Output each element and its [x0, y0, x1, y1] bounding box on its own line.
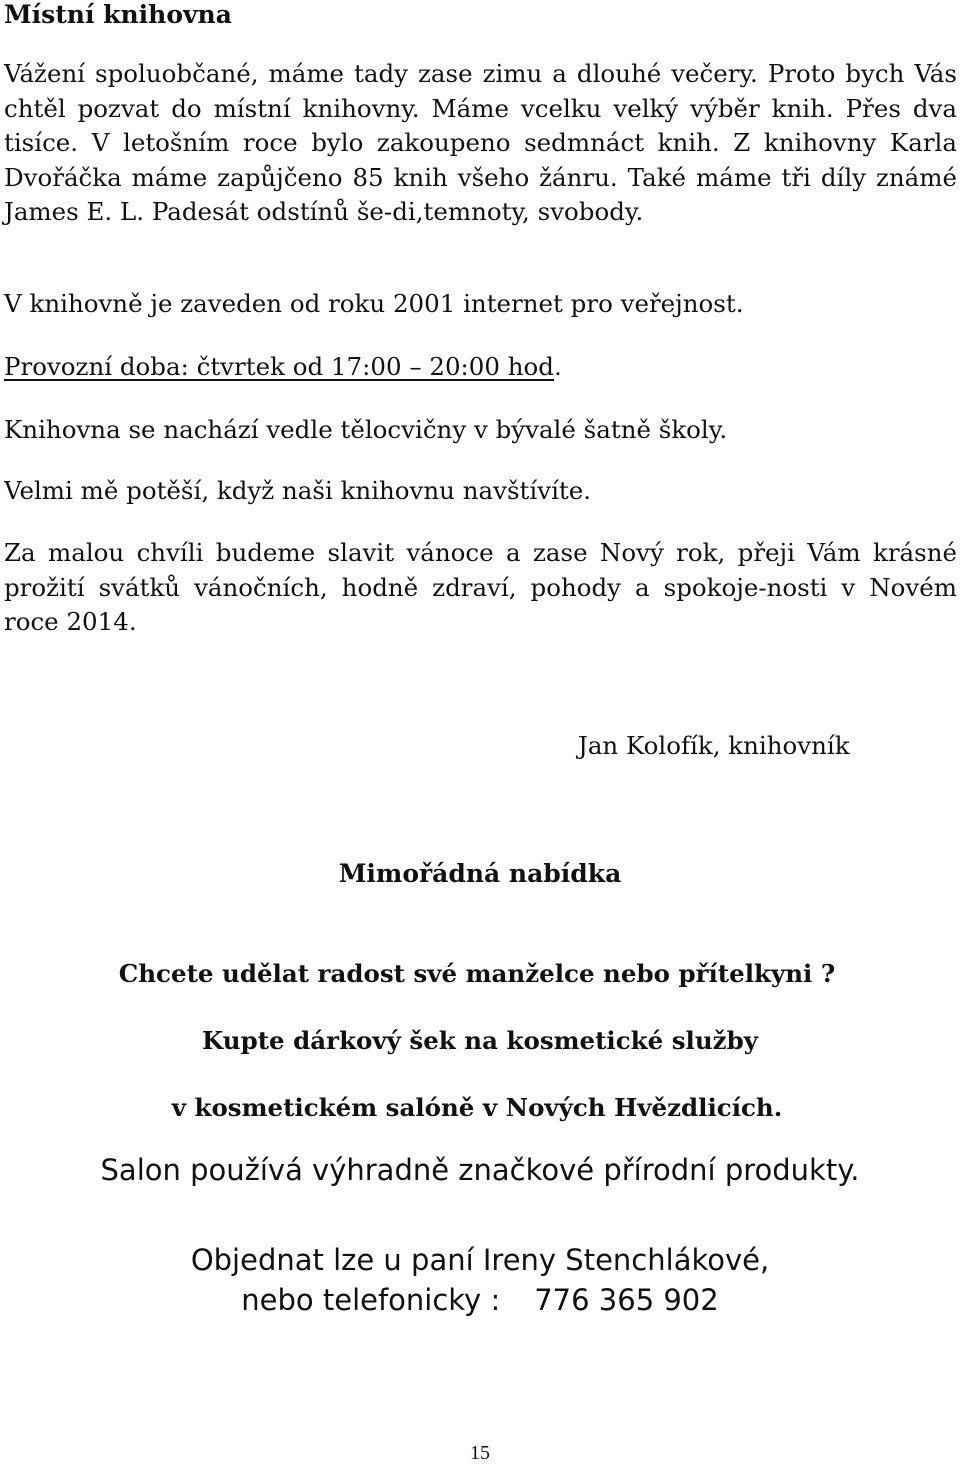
opening-hours: [4, 350, 562, 384]
offer-salon-location-line: v kosmetickém salóně v Nových Hvězdlicích.: [171, 1093, 783, 1122]
page-title: Místní knihovna: [4, 0, 232, 29]
signature: Jan Kolofík, knihovník: [578, 731, 850, 760]
holiday-paragraph: Za malou chvíli budeme slavit vánoce a zase Nový rok, přeji Vám krásné prožití svátků vánočních, hodně zdraví, pohody a spokoje-nosti v Novém roce 2014.: [4, 538, 957, 636]
order-contact-line: Objednat lze u paní Ireny Stenchlákové,: [190, 1243, 770, 1277]
order-phone-line: [0, 1282, 960, 1318]
invite-line: Velmi mě potěší, když naši knihovnu navštívíte.: [4, 476, 592, 505]
order-phone-label: nebo telefonicky :: [241, 1283, 501, 1317]
opening-hours-text: Provozní doba: čtvrtek od 17:00 – 20:00 hod: [4, 352, 554, 381]
location-line: Knihovna se nachází vedle tělocvičny v bývalé šatně školy.: [4, 415, 728, 444]
intro-paragraph: Vážení spoluobčané, máme tady zase zimu a dlouhé večery. Proto bych Vás chtěl pozvat do místní knihovny. Máme vcelku velký výběr knih. Přes dva tisíce. V letošním roce bylo zakoupeno sedmnáct knih. Z knihovny Karla Dvořáčka máme zapůjčeno 85 knih všeho žánru. Také máme tři díly známé James E. L. Padesát odstínů še-di,temnoty, svobody.: [4, 59, 957, 226]
internet-line: V knihovně je zaveden od roku 2001 internet pro veřejnost.: [4, 289, 744, 318]
offer-question: Chcete udělat radost své manželce nebo přítelkyni ?: [118, 959, 836, 988]
opening-hours-period: .: [553, 352, 562, 381]
offer-title: Mimořádná nabídka: [338, 859, 622, 888]
order-phone-number: 776 365 902: [534, 1283, 719, 1317]
salon-products-line: Salon používá výhradně značkové přírodní produkty.: [100, 1153, 860, 1187]
offer-gift-voucher-line: Kupte dárkový šek na kosmetické služby: [202, 1026, 758, 1055]
page-number: 15: [470, 1442, 490, 1464]
